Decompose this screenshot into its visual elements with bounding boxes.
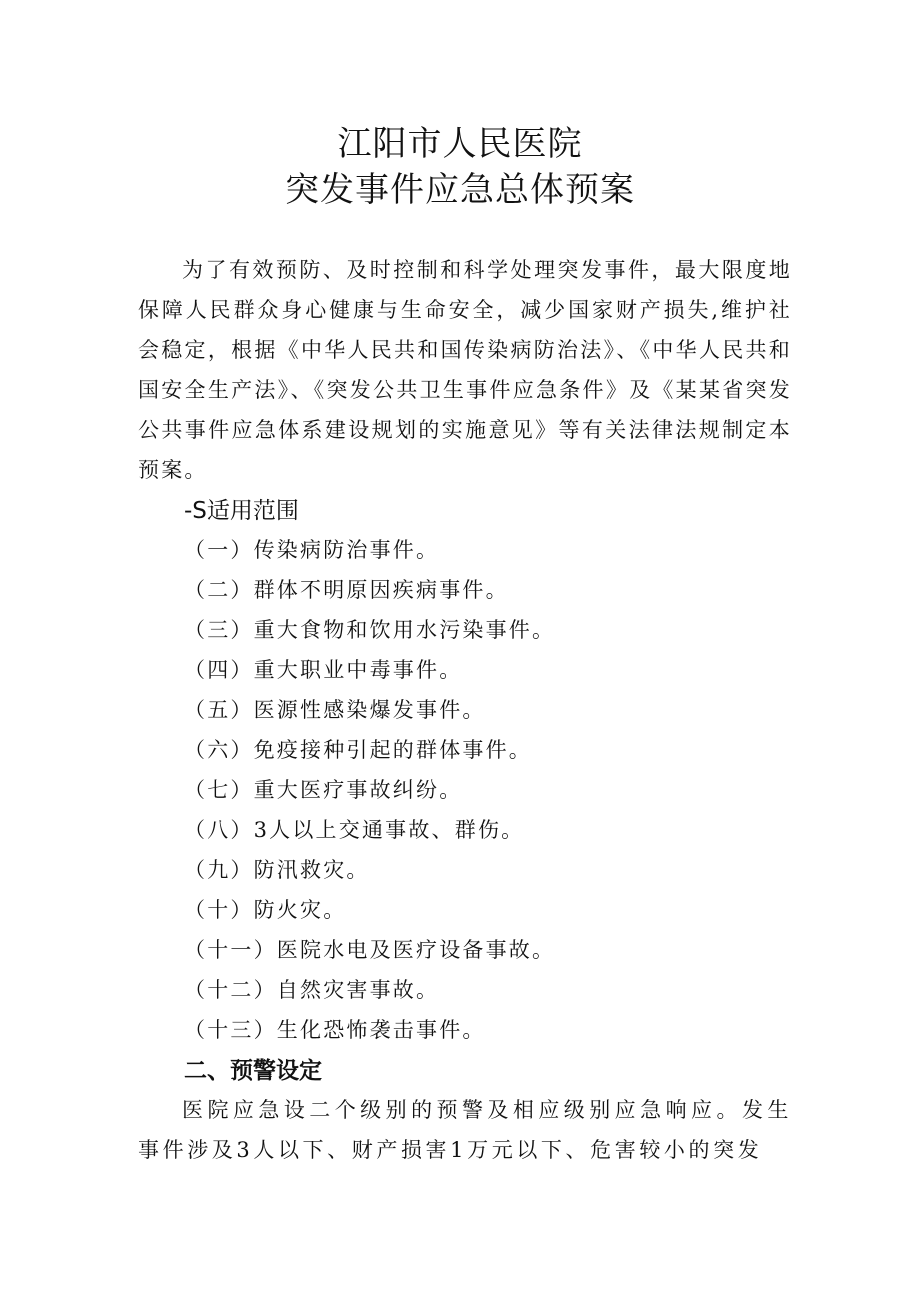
list-item: （九）防汛救灾。 [184,858,370,882]
list-item: （十三）生化恐怖袭击事件。 [184,1018,486,1042]
intro-paragraph: 为了有效预防、及时控制和科学处理突发事件，最大限度地保障人民群众身心健康与生命安全，减少国家财产损失,维护社会稳定，根据《中华人民共和国传染病防治法》、《中华人民共和国安全生产法》、《突发公共卫生事件应急条件》及《某某省突发公共事件应急体系建设规划的实施意见》等有关法律法规制定本预案。 [138,258,792,482]
list-item: （五）医源性感染爆发事件。 [184,698,486,722]
document-title-line2: 突发事件应急总体预案 [285,170,635,210]
list-item: （二）群体不明原因疾病事件。 [184,578,509,602]
list-item: （一）传染病防治事件。 [184,538,440,562]
list-item: （六）免疫接种引起的群体事件。 [184,738,532,762]
list-item: （七）重大医疗事故纠纷。 [184,778,463,802]
list-item: （十）防火灾。 [184,898,347,922]
section2-heading: 二、预警设定 [184,1058,322,1084]
section2-paragraph: 医院应急设二个级别的预警及相应级别应急响应。发生事件涉及3人以下、财产损害1万元以下、危害较小的突发 [138,1098,792,1162]
list-item: （四）重大职业中毒事件。 [184,658,463,682]
scope-list [184,530,555,1050]
list-item: （三）重大食物和饮用水污染事件。 [184,618,556,642]
list-item: （十二）自然灾害事故。 [184,978,440,1002]
list-item: （八）3人以上交通事故、群伤。 [184,818,525,842]
section1-heading: -S适用范围 [184,498,299,524]
list-item: （十一）医院水电及医疗设备事故。 [184,938,556,962]
document-title-line1: 江阳市人民医院 [337,124,583,164]
